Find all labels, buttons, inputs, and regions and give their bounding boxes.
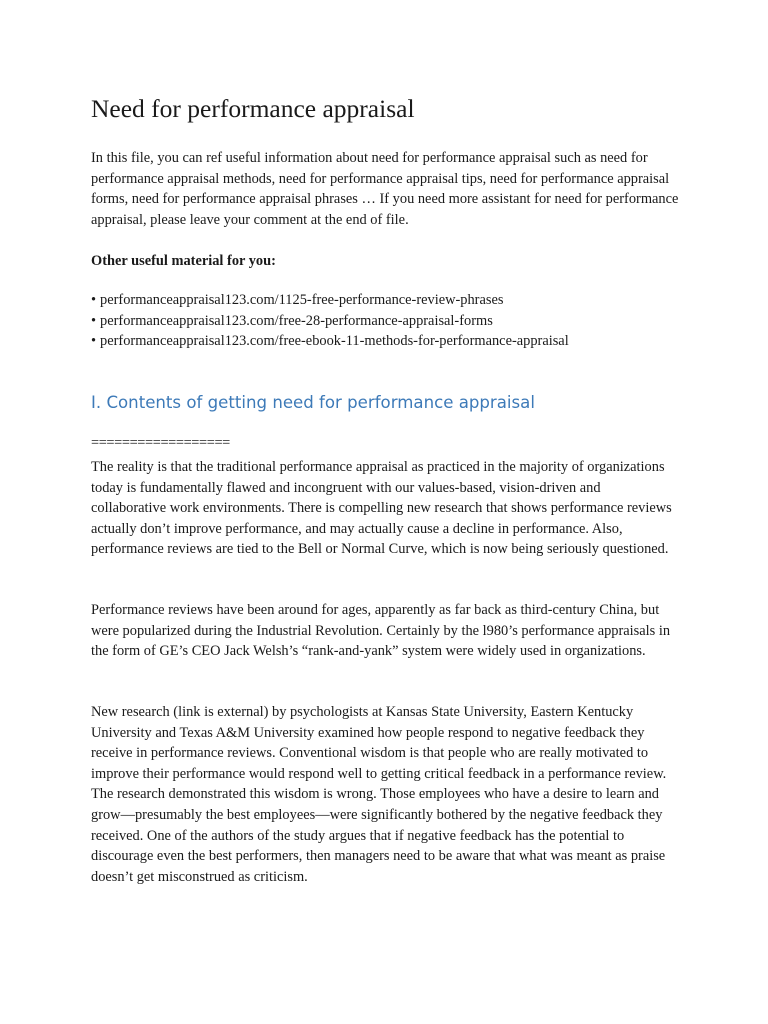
bullet-icon: • <box>91 333 97 350</box>
bullet-icon: • <box>91 312 97 329</box>
body-paragraph: New research (link is external) by psychologists at Kansas State University, Eastern Kentucky University and Texas A&M University examined how people respond to negative feedback they receive in performance reviews. Conventional wisdom is that people who are really motivated to improve their performance would respond well to getting critical feedback in a performance review. The research demonstrated this wisdom is wrong. Those employees who have a desire to learn and grow—presumably the best employees—were significantly bothered by the negative feedback they received. One of the authors of the study argues that if negative feedback has the potential to discourage even the best performers, then managers need to be aware that what was meant as praise doesn’t get misconstrued as criticism. <box>91 704 667 885</box>
resource-link-item[interactable] <box>91 331 569 352</box>
text-divider: ================== <box>91 435 230 451</box>
intro-paragraph: In this file, you can ref useful information about need for performance appraisal such as need for performance appraisal methods, need for performance appraisal tips, need for performance appraisal forms, need for performance appraisal phrases … If you need more assistant for need for performance appraisal, please leave your comment at the end of file. <box>91 150 679 228</box>
bullet-icon: • <box>91 292 97 308</box>
resource-link-text[interactable]: performanceappraisal123.com/free-28-performance-appraisal-forms <box>100 312 493 329</box>
resource-link-item[interactable] <box>91 311 569 332</box>
resource-link-item[interactable] <box>91 290 569 311</box>
resource-link-list <box>91 290 569 352</box>
section-heading: I. Contents of getting need for performance appraisal <box>91 393 535 412</box>
other-material-heading: Other useful material for you: <box>91 253 276 269</box>
resource-link-text[interactable]: performanceappraisal123.com/1125-free-performance-review-phrases <box>100 292 504 308</box>
document-title: Need for performance appraisal <box>91 94 415 123</box>
body-paragraph: The reality is that the traditional performance appraisal as practiced in the majority of organizations today is fundamentally flawed and incongruent with our values-based, vision-driven and collaborative work environments. There is compelling new research that shows performance reviews actually don’t improve performance, and may actually cause a decline in performance. Also, performance reviews are tied to the Bell or Normal Curve, which is now being seriously questioned. <box>91 459 672 558</box>
resource-link-text[interactable]: performanceappraisal123.com/free-ebook-11-methods-for-performance-appraisal <box>100 333 569 350</box>
body-paragraph: Performance reviews have been around for ages, apparently as far back as third-century China, but were popularized during the Industrial Revolution. Certainly by the l980’s performance appraisals in the form of GE’s CEO Jack Welsh’s “rank-and-yank” system were widely used in organizations. <box>91 602 671 660</box>
